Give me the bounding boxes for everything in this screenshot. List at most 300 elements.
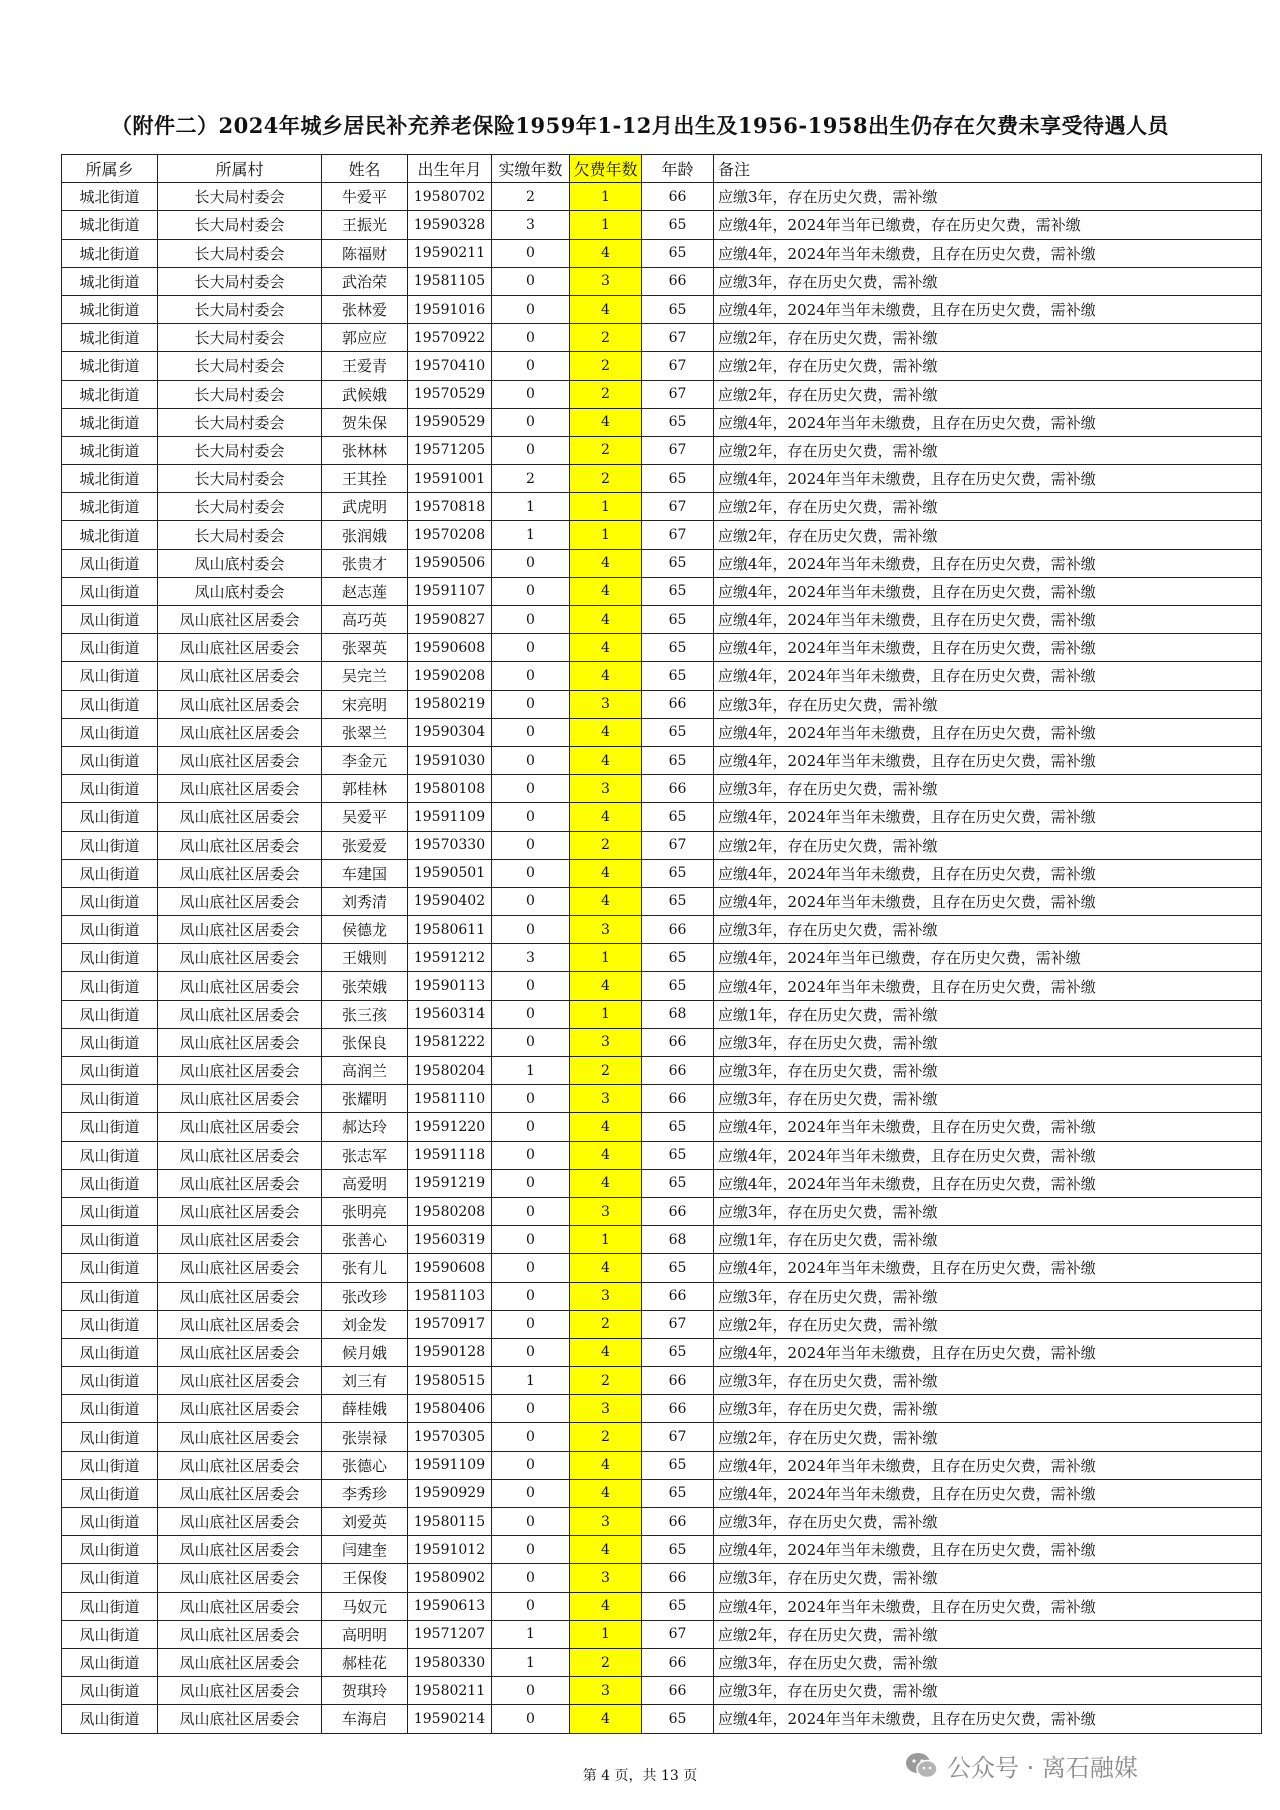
remarks-cell: 应缴3年，存在历史欠费，需补缴 (714, 916, 1262, 944)
paid-years-cell: 0 (492, 775, 570, 803)
name-cell: 赵志莲 (322, 577, 408, 605)
birth-date-cell: 19570305 (408, 1423, 492, 1451)
age-cell: 65 (642, 1451, 714, 1479)
paid-years-cell: 0 (492, 803, 570, 831)
table-row (62, 1479, 1262, 1507)
table-row (62, 493, 1262, 521)
township-cell: 凤山街道 (62, 831, 158, 859)
village-cell: 凤山底社区居委会 (158, 1648, 322, 1676)
age-cell: 65 (642, 1169, 714, 1197)
paid-years-cell: 3 (492, 944, 570, 972)
birth-date-cell: 19580115 (408, 1508, 492, 1536)
township-cell: 凤山街道 (62, 1085, 158, 1113)
table-row (62, 267, 1262, 295)
township-cell: 城北街道 (62, 324, 158, 352)
village-cell: 凤山底社区居委会 (158, 1000, 322, 1028)
table-row (62, 1508, 1262, 1536)
birth-date-cell: 19560319 (408, 1226, 492, 1254)
name-cell: 李秀珍 (322, 1479, 408, 1507)
age-cell: 65 (642, 944, 714, 972)
name-cell: 侯德龙 (322, 916, 408, 944)
remarks-cell: 应缴3年，存在历史欠费，需补缴 (714, 1564, 1262, 1592)
age-cell: 66 (642, 1085, 714, 1113)
village-cell: 凤山底社区居委会 (158, 1057, 322, 1085)
age-cell: 66 (642, 1282, 714, 1310)
village-cell: 凤山底村委会 (158, 577, 322, 605)
arrears-years-cell: 3 (570, 1395, 642, 1423)
village-cell: 长大局村委会 (158, 324, 322, 352)
village-cell: 凤山底社区居委会 (158, 1451, 322, 1479)
remarks-cell: 应缴3年，存在历史欠费，需补缴 (714, 1057, 1262, 1085)
page-number: 第 4 页，共 13 页 (582, 1768, 698, 1784)
birth-date-cell: 19570208 (408, 521, 492, 549)
paid-years-cell: 0 (492, 1113, 570, 1141)
township-cell: 城北街道 (62, 436, 158, 464)
arrears-years-cell: 2 (570, 324, 642, 352)
age-cell: 66 (642, 1367, 714, 1395)
name-cell: 张有儿 (322, 1254, 408, 1282)
birth-date-cell: 19590529 (408, 408, 492, 436)
township-cell: 凤山街道 (62, 1677, 158, 1705)
paid-years-cell: 0 (492, 1141, 570, 1169)
age-cell: 66 (642, 916, 714, 944)
remarks-cell: 应缴4年，2024年当年未缴费，且存在历史欠费，需补缴 (714, 1254, 1262, 1282)
age-cell: 65 (642, 465, 714, 493)
paid-years-cell: 0 (492, 324, 570, 352)
table-row (62, 1338, 1262, 1366)
age-cell: 66 (642, 183, 714, 211)
name-cell: 张耀明 (322, 1085, 408, 1113)
township-cell: 凤山街道 (62, 1648, 158, 1676)
age-cell: 65 (642, 803, 714, 831)
township-cell: 凤山街道 (62, 1113, 158, 1141)
table-row (62, 1367, 1262, 1395)
township-cell: 凤山街道 (62, 690, 158, 718)
arrears-years-cell: 4 (570, 1254, 642, 1282)
township-cell: 凤山街道 (62, 1564, 158, 1592)
name-cell: 张善心 (322, 1226, 408, 1254)
remarks-cell: 应缴2年，存在历史欠费，需补缴 (714, 493, 1262, 521)
table-row (62, 634, 1262, 662)
paid-years-cell: 0 (492, 1310, 570, 1338)
age-cell: 66 (642, 1057, 714, 1085)
age-cell: 67 (642, 1310, 714, 1338)
paid-years-cell: 0 (492, 267, 570, 295)
arrears-years-cell: 4 (570, 1479, 642, 1507)
arrears-years-cell: 4 (570, 577, 642, 605)
township-cell: 城北街道 (62, 211, 158, 239)
paid-years-cell: 0 (492, 1592, 570, 1620)
paid-years-cell: 0 (492, 1028, 570, 1056)
name-cell: 王娥则 (322, 944, 408, 972)
birth-date-cell: 19581222 (408, 1028, 492, 1056)
paid-years-cell: 0 (492, 1395, 570, 1423)
arrears-years-cell: 4 (570, 1536, 642, 1564)
name-cell: 吴完兰 (322, 662, 408, 690)
name-cell: 马奴元 (322, 1592, 408, 1620)
birth-date-cell: 19571205 (408, 436, 492, 464)
table-row (62, 606, 1262, 634)
remarks-cell: 应缴4年，2024年当年未缴费，且存在历史欠费，需补缴 (714, 465, 1262, 493)
village-cell: 凤山底社区居委会 (158, 1028, 322, 1056)
name-cell: 贺朱保 (322, 408, 408, 436)
township-cell: 凤山街道 (62, 916, 158, 944)
paid-years-cell: 1 (492, 1057, 570, 1085)
age-cell: 65 (642, 577, 714, 605)
birth-date-cell: 19591001 (408, 465, 492, 493)
age-cell: 67 (642, 436, 714, 464)
village-cell: 凤山底社区居委会 (158, 1113, 322, 1141)
name-cell: 候月娥 (322, 1338, 408, 1366)
table-row (62, 1451, 1262, 1479)
table-row (62, 1197, 1262, 1225)
village-cell: 凤山底社区居委会 (158, 606, 322, 634)
birth-date-cell: 19590608 (408, 1254, 492, 1282)
age-cell: 66 (642, 1028, 714, 1056)
table-row (62, 1648, 1262, 1676)
village-cell: 长大局村委会 (158, 211, 322, 239)
table-row (62, 295, 1262, 323)
name-cell: 郭桂林 (322, 775, 408, 803)
birth-date-cell: 19590501 (408, 859, 492, 887)
age-cell: 68 (642, 1226, 714, 1254)
paid-years-cell: 0 (492, 887, 570, 915)
paid-years-cell: 0 (492, 690, 570, 718)
remarks-cell: 应缴4年，2024年当年未缴费，且存在历史欠费，需补缴 (714, 549, 1262, 577)
township-cell: 城北街道 (62, 267, 158, 295)
table-row (62, 1113, 1262, 1141)
village-cell: 凤山底社区居委会 (158, 859, 322, 887)
paid-years-cell: 0 (492, 916, 570, 944)
age-cell: 65 (642, 239, 714, 267)
village-cell: 长大局村委会 (158, 465, 322, 493)
remarks-cell: 应缴4年，2024年当年未缴费，且存在历史欠费，需补缴 (714, 662, 1262, 690)
birth-date-cell: 19580204 (408, 1057, 492, 1085)
township-cell: 凤山街道 (62, 1197, 158, 1225)
table-row (62, 662, 1262, 690)
birth-date-cell: 19591030 (408, 746, 492, 774)
remarks-cell: 应缴2年，存在历史欠费，需补缴 (714, 352, 1262, 380)
table-row (62, 1395, 1262, 1423)
arrears-years-cell: 3 (570, 775, 642, 803)
name-cell: 张德心 (322, 1451, 408, 1479)
arrears-years-cell: 4 (570, 1113, 642, 1141)
name-cell: 张崇禄 (322, 1423, 408, 1451)
village-cell: 凤山底社区居委会 (158, 1536, 322, 1564)
arrears-years-cell: 2 (570, 1367, 642, 1395)
paid-years-cell: 0 (492, 746, 570, 774)
village-cell: 凤山底社区居委会 (158, 1508, 322, 1536)
birth-date-cell: 19580902 (408, 1564, 492, 1592)
remarks-cell: 应缴4年，2024年当年未缴费，且存在历史欠费，需补缴 (714, 1451, 1262, 1479)
col-header-age: 年龄 (642, 155, 714, 183)
village-cell: 凤山底社区居委会 (158, 1677, 322, 1705)
name-cell: 陈福财 (322, 239, 408, 267)
remarks-cell: 应缴3年，存在历史欠费，需补缴 (714, 1282, 1262, 1310)
table-row (62, 775, 1262, 803)
village-cell: 长大局村委会 (158, 295, 322, 323)
birth-date-cell: 19581110 (408, 1085, 492, 1113)
table-row (62, 859, 1262, 887)
table-row (62, 718, 1262, 746)
name-cell: 张贵才 (322, 549, 408, 577)
arrears-years-cell: 4 (570, 1141, 642, 1169)
table-row (62, 549, 1262, 577)
arrears-years-cell: 2 (570, 465, 642, 493)
remarks-cell: 应缴3年，存在历史欠费，需补缴 (714, 1648, 1262, 1676)
watermark (905, 1748, 1138, 1783)
township-cell: 凤山街道 (62, 634, 158, 662)
township-cell: 凤山街道 (62, 803, 158, 831)
arrears-years-cell: 1 (570, 1226, 642, 1254)
col-header-township: 所属乡 (62, 155, 158, 183)
village-cell: 凤山底社区居委会 (158, 1620, 322, 1648)
township-cell: 凤山街道 (62, 662, 158, 690)
table-row (62, 690, 1262, 718)
table-row (62, 1423, 1262, 1451)
arrears-years-cell: 2 (570, 1057, 642, 1085)
remarks-cell: 应缴3年，存在历史欠费，需补缴 (714, 690, 1262, 718)
paid-years-cell: 0 (492, 718, 570, 746)
township-cell: 凤山街道 (62, 972, 158, 1000)
township-cell: 城北街道 (62, 493, 158, 521)
birth-date-cell: 19570330 (408, 831, 492, 859)
table-row (62, 324, 1262, 352)
name-cell: 李金元 (322, 746, 408, 774)
township-cell: 城北街道 (62, 380, 158, 408)
arrears-years-cell: 1 (570, 1000, 642, 1028)
remarks-cell: 应缴3年，存在历史欠费，需补缴 (714, 1085, 1262, 1113)
age-cell: 65 (642, 408, 714, 436)
paid-years-cell: 0 (492, 1423, 570, 1451)
name-cell: 刘爱英 (322, 1508, 408, 1536)
birth-date-cell: 19591219 (408, 1169, 492, 1197)
wechat-icon (905, 1751, 939, 1781)
remarks-cell: 应缴4年，2024年当年未缴费，且存在历史欠费，需补缴 (714, 295, 1262, 323)
age-cell: 65 (642, 1705, 714, 1733)
arrears-years-cell: 2 (570, 1648, 642, 1676)
watermark-text: 公众号 · 离石融媒 (947, 1754, 1138, 1782)
remarks-cell: 应缴4年，2024年当年未缴费，且存在历史欠费，需补缴 (714, 718, 1262, 746)
name-cell: 王振光 (322, 211, 408, 239)
age-cell: 67 (642, 324, 714, 352)
table-row (62, 1057, 1262, 1085)
village-cell: 凤山底社区居委会 (158, 1592, 322, 1620)
birth-date-cell: 19590113 (408, 972, 492, 1000)
table-row (62, 1536, 1262, 1564)
name-cell: 吴爱平 (322, 803, 408, 831)
arrears-years-cell: 4 (570, 1592, 642, 1620)
name-cell: 张林爱 (322, 295, 408, 323)
birth-date-cell: 19590208 (408, 662, 492, 690)
arrears-years-cell: 4 (570, 606, 642, 634)
paid-years-cell: 1 (492, 493, 570, 521)
paid-years-cell: 0 (492, 549, 570, 577)
paid-years-cell: 2 (492, 183, 570, 211)
arrears-table (61, 154, 1262, 1734)
arrears-years-cell: 4 (570, 634, 642, 662)
table-row (62, 1282, 1262, 1310)
village-cell: 凤山底社区居委会 (158, 803, 322, 831)
birth-date-cell: 19570922 (408, 324, 492, 352)
birth-date-cell: 19591107 (408, 577, 492, 605)
table-row (62, 1705, 1262, 1733)
arrears-years-cell: 1 (570, 183, 642, 211)
township-cell: 凤山街道 (62, 775, 158, 803)
name-cell: 张保良 (322, 1028, 408, 1056)
age-cell: 65 (642, 1113, 714, 1141)
name-cell: 刘金发 (322, 1310, 408, 1338)
age-cell: 65 (642, 295, 714, 323)
name-cell: 王其拴 (322, 465, 408, 493)
township-cell: 凤山街道 (62, 1338, 158, 1366)
page-title: （附件二）2024年城乡居民补充养老保险1959年1-12月出生及1956-1958出生仍存在欠费未享受待遇人员 (110, 113, 1170, 138)
paid-years-cell: 3 (492, 211, 570, 239)
village-cell: 凤山底社区居委会 (158, 1367, 322, 1395)
township-cell: 城北街道 (62, 352, 158, 380)
table-row (62, 352, 1262, 380)
arrears-years-cell: 1 (570, 211, 642, 239)
arrears-years-cell: 4 (570, 972, 642, 1000)
name-cell: 闫建奎 (322, 1536, 408, 1564)
arrears-years-cell: 2 (570, 380, 642, 408)
arrears-years-cell: 4 (570, 549, 642, 577)
table-row (62, 380, 1262, 408)
paid-years-cell: 0 (492, 1226, 570, 1254)
paid-years-cell: 0 (492, 436, 570, 464)
birth-date-cell: 19580406 (408, 1395, 492, 1423)
township-cell: 凤山街道 (62, 1254, 158, 1282)
remarks-cell: 应缴2年，存在历史欠费，需补缴 (714, 1620, 1262, 1648)
age-cell: 66 (642, 267, 714, 295)
township-cell: 凤山街道 (62, 1028, 158, 1056)
arrears-years-cell: 4 (570, 662, 642, 690)
arrears-years-cell: 4 (570, 718, 642, 746)
paid-years-cell: 1 (492, 521, 570, 549)
arrears-years-cell: 4 (570, 408, 642, 436)
birth-date-cell: 19591109 (408, 803, 492, 831)
township-cell: 凤山街道 (62, 1508, 158, 1536)
age-cell: 67 (642, 831, 714, 859)
village-cell: 凤山底社区居委会 (158, 1310, 322, 1338)
township-cell: 凤山街道 (62, 746, 158, 774)
township-cell: 凤山街道 (62, 1536, 158, 1564)
name-cell: 薛桂娥 (322, 1395, 408, 1423)
name-cell: 牛爱平 (322, 183, 408, 211)
township-cell: 凤山街道 (62, 549, 158, 577)
table-row (62, 916, 1262, 944)
arrears-years-cell: 3 (570, 1508, 642, 1536)
remarks-cell: 应缴4年，2024年当年未缴费，且存在历史欠费，需补缴 (714, 972, 1262, 1000)
name-cell: 张三孩 (322, 1000, 408, 1028)
age-cell: 65 (642, 859, 714, 887)
township-cell: 凤山街道 (62, 1592, 158, 1620)
table-row (62, 1000, 1262, 1028)
village-cell: 长大局村委会 (158, 493, 322, 521)
table-row (62, 408, 1262, 436)
village-cell: 凤山底社区居委会 (158, 972, 322, 1000)
village-cell: 凤山底社区居委会 (158, 1423, 322, 1451)
village-cell: 凤山底社区居委会 (158, 944, 322, 972)
village-cell: 长大局村委会 (158, 436, 322, 464)
township-cell: 凤山街道 (62, 1395, 158, 1423)
paid-years-cell: 0 (492, 859, 570, 887)
remarks-cell: 应缴3年，存在历史欠费，需补缴 (714, 1367, 1262, 1395)
paid-years-cell: 0 (492, 606, 570, 634)
remarks-cell: 应缴3年，存在历史欠费，需补缴 (714, 1028, 1262, 1056)
remarks-cell: 应缴1年，存在历史欠费，需补缴 (714, 1000, 1262, 1028)
table-row (62, 944, 1262, 972)
age-cell: 67 (642, 521, 714, 549)
remarks-cell: 应缴4年，2024年当年未缴费，且存在历史欠费，需补缴 (714, 1169, 1262, 1197)
paid-years-cell: 0 (492, 1254, 570, 1282)
age-cell: 67 (642, 352, 714, 380)
table-row (62, 972, 1262, 1000)
age-cell: 66 (642, 1564, 714, 1592)
township-cell: 凤山街道 (62, 1141, 158, 1169)
name-cell: 武候娥 (322, 380, 408, 408)
name-cell: 贺琪玲 (322, 1677, 408, 1705)
remarks-cell: 应缴4年，2024年当年未缴费，且存在历史欠费，需补缴 (714, 1705, 1262, 1733)
birth-date-cell: 19590613 (408, 1592, 492, 1620)
township-cell: 凤山街道 (62, 718, 158, 746)
age-cell: 66 (642, 1648, 714, 1676)
name-cell: 张林林 (322, 436, 408, 464)
township-cell: 城北街道 (62, 521, 158, 549)
age-cell: 66 (642, 775, 714, 803)
village-cell: 凤山底社区居委会 (158, 746, 322, 774)
remarks-cell: 应缴4年，2024年当年未缴费，且存在历史欠费，需补缴 (714, 1141, 1262, 1169)
name-cell: 高明明 (322, 1620, 408, 1648)
arrears-years-cell: 4 (570, 295, 642, 323)
age-cell: 65 (642, 211, 714, 239)
table-row (62, 1254, 1262, 1282)
paid-years-cell: 0 (492, 662, 570, 690)
arrears-years-cell: 3 (570, 1028, 642, 1056)
birth-date-cell: 19590608 (408, 634, 492, 662)
col-header-paid-years: 实缴年数 (492, 155, 570, 183)
age-cell: 65 (642, 1536, 714, 1564)
table-row (62, 1310, 1262, 1338)
village-cell: 凤山底社区居委会 (158, 690, 322, 718)
col-header-birth-date: 出生年月 (408, 155, 492, 183)
arrears-years-cell: 4 (570, 1169, 642, 1197)
birth-date-cell: 19581103 (408, 1282, 492, 1310)
birth-date-cell: 19591012 (408, 1536, 492, 1564)
name-cell: 车海启 (322, 1705, 408, 1733)
paid-years-cell: 2 (492, 465, 570, 493)
birth-date-cell: 19590402 (408, 887, 492, 915)
remarks-cell: 应缴4年，2024年当年未缴费，且存在历史欠费，需补缴 (714, 408, 1262, 436)
paid-years-cell: 0 (492, 634, 570, 662)
remarks-cell: 应缴4年，2024年当年未缴费，且存在历史欠费，需补缴 (714, 606, 1262, 634)
name-cell: 张爱爱 (322, 831, 408, 859)
arrears-years-cell: 3 (570, 267, 642, 295)
remarks-cell: 应缴4年，2024年当年未缴费，且存在历史欠费，需补缴 (714, 1479, 1262, 1507)
name-cell: 王保俊 (322, 1564, 408, 1592)
paid-years-cell: 0 (492, 1479, 570, 1507)
birth-date-cell: 19591016 (408, 295, 492, 323)
table-header-row (62, 155, 1262, 183)
village-cell: 凤山底社区居委会 (158, 1085, 322, 1113)
remarks-cell: 应缴4年，2024年当年已缴费，存在历史欠费，需补缴 (714, 211, 1262, 239)
arrears-years-cell: 1 (570, 1620, 642, 1648)
paid-years-cell: 0 (492, 295, 570, 323)
arrears-years-cell: 2 (570, 831, 642, 859)
age-cell: 65 (642, 1479, 714, 1507)
birth-date-cell: 19570410 (408, 352, 492, 380)
arrears-years-cell: 4 (570, 859, 642, 887)
